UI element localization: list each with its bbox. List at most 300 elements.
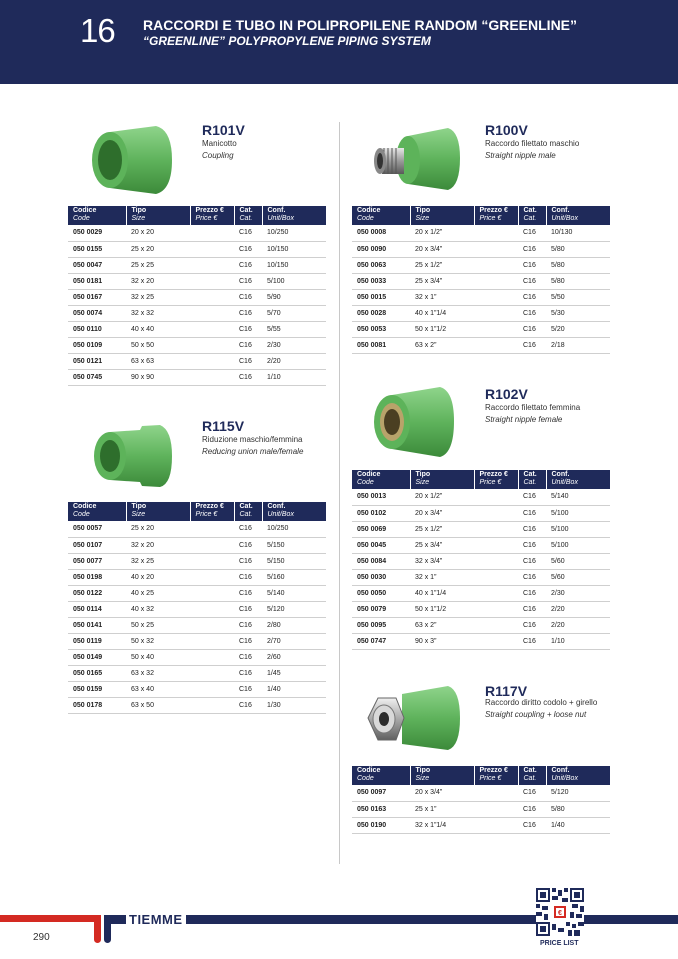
product-size: 50 x 40 xyxy=(126,649,190,665)
product-code: 050 0109 xyxy=(68,337,126,353)
product-size: 90 x 90 xyxy=(126,369,190,385)
product-price xyxy=(190,369,234,385)
column-header-it: Conf. xyxy=(551,471,570,478)
product-name-en-r101v: Coupling xyxy=(202,151,234,160)
product-unit-box: 2/30 xyxy=(262,337,326,353)
product-code: 050 0102 xyxy=(352,505,410,521)
product-price xyxy=(190,585,234,601)
table-row xyxy=(68,601,326,617)
product-category: C16 xyxy=(518,321,546,337)
product-size: 50 x 1”1/2 xyxy=(410,321,474,337)
product-price xyxy=(190,273,234,289)
product-code: 050 0181 xyxy=(68,273,126,289)
product-unit-box: 5/70 xyxy=(262,305,326,321)
column-header-en: Cat. xyxy=(523,775,537,782)
product-size: 50 x 1”1/2 xyxy=(410,601,474,617)
product-price xyxy=(190,289,234,305)
product-unit-box: 2/70 xyxy=(262,633,326,649)
product-price xyxy=(190,617,234,633)
footer-red-bar xyxy=(0,915,100,922)
product-unit-box: 5/30 xyxy=(546,305,610,321)
product-code: 050 0149 xyxy=(68,649,126,665)
product-price xyxy=(474,241,518,257)
product-size: 25 x 25 xyxy=(126,257,190,273)
product-price xyxy=(474,553,518,569)
product-category: C16 xyxy=(518,273,546,289)
product-code: 050 0030 xyxy=(352,569,410,585)
product-code: 050 0028 xyxy=(352,305,410,321)
product-category: C16 xyxy=(518,617,546,633)
product-price xyxy=(190,257,234,273)
table-row xyxy=(352,337,610,353)
product-name-it-r100v: Raccordo filettato maschio xyxy=(485,139,580,148)
product-size: 20 x 3/4” xyxy=(410,785,474,801)
product-price xyxy=(190,337,234,353)
product-unit-box: 1/45 xyxy=(262,665,326,681)
product-size: 25 x 3/4” xyxy=(410,273,474,289)
product-category: C16 xyxy=(234,537,262,553)
table-row xyxy=(352,521,610,537)
table-row xyxy=(68,649,326,665)
product-unit-box: 10/250 xyxy=(262,521,326,537)
product-size: 32 x 1”1/4 xyxy=(410,817,474,833)
product-size: 32 x 25 xyxy=(126,553,190,569)
product-price xyxy=(474,785,518,801)
column-header-code xyxy=(352,766,410,785)
column-header-cat xyxy=(518,206,546,225)
product-unit-box: 5/80 xyxy=(546,257,610,273)
table-row xyxy=(352,489,610,505)
product-unit-box: 5/20 xyxy=(546,321,610,337)
product-price xyxy=(190,321,234,337)
product-category: C16 xyxy=(234,321,262,337)
product-unit-box: 5/60 xyxy=(546,569,610,585)
qr-code-icon[interactable] xyxy=(536,888,584,936)
table-row xyxy=(352,601,610,617)
product-code: 050 0074 xyxy=(68,305,126,321)
product-code: 050 0081 xyxy=(352,337,410,353)
table-r100v xyxy=(352,206,610,354)
product-category: C16 xyxy=(234,553,262,569)
column-header-it: Conf. xyxy=(267,207,286,214)
page-number: 290 xyxy=(33,932,50,943)
product-price xyxy=(474,537,518,553)
footer-navy-hook xyxy=(104,915,111,943)
column-header-en: Unit/Box xyxy=(551,775,578,782)
product-price xyxy=(190,633,234,649)
product-unit-box: 5/120 xyxy=(262,601,326,617)
column-header-en: Size xyxy=(131,215,146,222)
column-header-it: Tipo xyxy=(415,767,431,774)
product-category: C16 xyxy=(518,305,546,321)
product-code: 050 0008 xyxy=(352,225,410,241)
product-size: 90 x 3” xyxy=(410,633,474,649)
product-size: 32 x 32 xyxy=(126,305,190,321)
table-row xyxy=(352,225,610,241)
product-category: C16 xyxy=(234,241,262,257)
column-header-price xyxy=(190,502,234,521)
table-header-row xyxy=(352,470,610,489)
product-size: 20 x 1/2” xyxy=(410,489,474,505)
product-unit-box: 2/20 xyxy=(546,601,610,617)
product-unit-box: 5/140 xyxy=(262,585,326,601)
product-code: 050 0097 xyxy=(352,785,410,801)
product-price xyxy=(190,697,234,713)
column-header-en: Size xyxy=(415,479,430,486)
male-threaded-fitting-icon xyxy=(368,124,462,200)
product-price xyxy=(190,521,234,537)
column-header-it: Prezzo € xyxy=(195,503,224,510)
product-unit-box: 5/80 xyxy=(546,273,610,289)
product-code: 050 0163 xyxy=(352,801,410,817)
product-category: C16 xyxy=(234,617,262,633)
product-size: 63 x 40 xyxy=(126,681,190,697)
product-unit-box: 2/80 xyxy=(262,617,326,633)
product-code: 050 0084 xyxy=(352,553,410,569)
column-header-it: Tipo xyxy=(131,503,147,510)
column-header-en: Unit/Box xyxy=(551,479,578,486)
product-price xyxy=(474,817,518,833)
table-row xyxy=(68,257,326,273)
table-row xyxy=(68,273,326,289)
product-title-r102v: R102V xyxy=(485,386,528,402)
column-header-cat xyxy=(518,470,546,489)
product-price xyxy=(190,601,234,617)
table-row xyxy=(352,305,610,321)
product-price xyxy=(474,337,518,353)
table-row xyxy=(352,537,610,553)
table-row xyxy=(352,801,610,817)
product-category: C16 xyxy=(234,633,262,649)
column-header-it: Tipo xyxy=(415,471,431,478)
table-header-row xyxy=(352,766,610,785)
product-category: C16 xyxy=(518,633,546,649)
product-unit-box: 5/120 xyxy=(546,785,610,801)
product-unit-box: 1/10 xyxy=(262,369,326,385)
product-category: C16 xyxy=(234,569,262,585)
header-title-en: “GREENLINE” POLYPROPYLENE PIPING SYSTEM xyxy=(143,34,431,48)
product-category: C16 xyxy=(518,601,546,617)
product-code: 050 0047 xyxy=(68,257,126,273)
product-code: 050 0119 xyxy=(68,633,126,649)
column-header-code xyxy=(352,206,410,225)
column-header-it: Cat. xyxy=(523,767,537,774)
product-code: 050 0190 xyxy=(352,817,410,833)
column-header-en: Price € xyxy=(479,215,502,222)
column-header-code xyxy=(352,470,410,489)
product-price xyxy=(190,305,234,321)
table-row xyxy=(352,817,610,833)
product-title-r115v: R115V xyxy=(202,418,245,434)
product-unit-box: 2/20 xyxy=(262,353,326,369)
table-row xyxy=(68,537,326,553)
product-code: 050 0114 xyxy=(68,601,126,617)
product-size: 20 x 3/4” xyxy=(410,505,474,521)
column-header-en: Size xyxy=(415,215,430,222)
product-size: 40 x 1”1/4 xyxy=(410,585,474,601)
column-header-it: Prezzo € xyxy=(479,471,508,478)
column-header-it: Prezzo € xyxy=(195,207,224,214)
column-header-it: Conf. xyxy=(551,207,570,214)
product-price xyxy=(474,289,518,305)
column-header-it: Conf. xyxy=(267,503,286,510)
product-unit-box: 5/90 xyxy=(262,289,326,305)
table-r117v xyxy=(352,766,610,834)
column-header-en: Price € xyxy=(195,511,218,518)
table-row xyxy=(352,505,610,521)
product-name-en-r100v: Straight nipple male xyxy=(485,151,556,160)
column-header-en: Code xyxy=(73,215,90,222)
product-code: 050 0110 xyxy=(68,321,126,337)
table-row xyxy=(352,241,610,257)
column-header-box xyxy=(546,206,610,225)
product-size: 40 x 32 xyxy=(126,601,190,617)
product-size: 50 x 25 xyxy=(126,617,190,633)
product-code: 050 0033 xyxy=(352,273,410,289)
product-size: 32 x 1” xyxy=(410,569,474,585)
table-row xyxy=(68,321,326,337)
product-price xyxy=(190,241,234,257)
svg-text:€: € xyxy=(558,907,562,917)
product-size: 40 x 20 xyxy=(126,569,190,585)
product-name-en-r102v: Straight nipple female xyxy=(485,415,563,424)
product-category: C16 xyxy=(234,337,262,353)
product-price xyxy=(474,257,518,273)
product-unit-box: 1/10 xyxy=(546,633,610,649)
product-unit-box: 10/250 xyxy=(262,225,326,241)
column-header-price xyxy=(474,470,518,489)
product-code: 050 0198 xyxy=(68,569,126,585)
product-unit-box: 5/60 xyxy=(546,553,610,569)
column-header-price xyxy=(474,206,518,225)
product-size: 40 x 25 xyxy=(126,585,190,601)
column-header-it: Codice xyxy=(357,767,381,774)
column-header-it: Cat. xyxy=(239,207,253,214)
footer-red-hook xyxy=(94,915,101,943)
product-code: 050 0178 xyxy=(68,697,126,713)
table-row xyxy=(68,569,326,585)
product-price xyxy=(474,569,518,585)
product-unit-box: 5/100 xyxy=(546,537,610,553)
product-size: 20 x 3/4” xyxy=(410,241,474,257)
product-size: 25 x 1/2” xyxy=(410,257,474,273)
product-category: C16 xyxy=(518,225,546,241)
product-size: 25 x 20 xyxy=(126,521,190,537)
product-title-r117v: R117V xyxy=(485,683,528,699)
column-header-size xyxy=(410,470,474,489)
column-header-it: Tipo xyxy=(415,207,431,214)
column-header-size xyxy=(410,766,474,785)
column-header-en: Size xyxy=(131,511,146,518)
table-row xyxy=(352,257,610,273)
column-header-en: Price € xyxy=(195,215,218,222)
column-header-en: Cat. xyxy=(239,511,253,518)
table-row xyxy=(68,353,326,369)
table-row xyxy=(68,665,326,681)
column-header-it: Codice xyxy=(73,207,97,214)
product-code: 050 0053 xyxy=(352,321,410,337)
column-header-price xyxy=(474,766,518,785)
product-category: C16 xyxy=(518,785,546,801)
loose-nut-coupling-icon xyxy=(362,682,462,762)
column-header-it: Codice xyxy=(357,471,381,478)
column-header-cat xyxy=(234,502,262,521)
product-price xyxy=(190,681,234,697)
product-size: 32 x 1” xyxy=(410,289,474,305)
column-header-en: Code xyxy=(357,479,374,486)
product-category: C16 xyxy=(234,273,262,289)
product-category: C16 xyxy=(234,681,262,697)
product-size: 63 x 2” xyxy=(410,617,474,633)
product-code: 050 0050 xyxy=(352,585,410,601)
column-header-en: Code xyxy=(357,215,374,222)
product-category: C16 xyxy=(518,569,546,585)
table-row xyxy=(68,225,326,241)
page-header xyxy=(0,0,678,84)
table-row xyxy=(352,289,610,305)
product-size: 50 x 32 xyxy=(126,633,190,649)
product-price xyxy=(474,521,518,537)
product-size: 20 x 20 xyxy=(126,225,190,241)
product-price xyxy=(190,665,234,681)
column-header-box xyxy=(546,766,610,785)
product-size: 25 x 3/4” xyxy=(410,537,474,553)
product-category: C16 xyxy=(234,225,262,241)
product-category: C16 xyxy=(518,521,546,537)
product-category: C16 xyxy=(234,601,262,617)
table-row xyxy=(352,553,610,569)
product-code: 050 0155 xyxy=(68,241,126,257)
product-price xyxy=(474,801,518,817)
product-unit-box: 1/30 xyxy=(262,697,326,713)
product-name-en-r117v: Straight coupling + loose nut xyxy=(485,710,587,719)
product-category: C16 xyxy=(234,521,262,537)
column-header-cat xyxy=(518,766,546,785)
product-category: C16 xyxy=(234,585,262,601)
product-unit-box: 10/150 xyxy=(262,257,326,273)
product-name-en-r115v: Reducing union male/female xyxy=(202,447,304,456)
column-header-it: Codice xyxy=(73,503,97,510)
product-code: 050 0095 xyxy=(352,617,410,633)
product-price xyxy=(474,273,518,289)
product-price xyxy=(474,585,518,601)
header-title-it: RACCORDI E TUBO IN POLIPROPILENE RANDOM “GREENLINE” xyxy=(143,17,578,33)
column-header-en: Code xyxy=(357,775,374,782)
product-unit-box: 2/60 xyxy=(262,649,326,665)
product-name-it-r117v: Raccordo diritto codolo + girello xyxy=(485,698,598,707)
table-row xyxy=(68,633,326,649)
column-header-cat xyxy=(234,206,262,225)
column-header-en: Price € xyxy=(479,479,502,486)
product-category: C16 xyxy=(234,305,262,321)
product-size: 63 x 63 xyxy=(126,353,190,369)
product-code: 050 0121 xyxy=(68,353,126,369)
section-number: 16 xyxy=(80,12,115,49)
table-row xyxy=(352,321,610,337)
product-price xyxy=(190,649,234,665)
table-row xyxy=(68,337,326,353)
column-divider xyxy=(339,122,340,864)
product-price xyxy=(474,489,518,505)
product-code: 050 0063 xyxy=(352,257,410,273)
product-price xyxy=(474,225,518,241)
product-title-r101v: R101V xyxy=(202,122,245,138)
column-header-en: Unit/Box xyxy=(267,511,294,518)
column-header-en: Unit/Box xyxy=(267,215,294,222)
product-size: 63 x 32 xyxy=(126,665,190,681)
column-header-en: Cat. xyxy=(523,479,537,486)
column-header-it: Cat. xyxy=(523,207,537,214)
product-unit-box: 1/40 xyxy=(546,817,610,833)
column-header-size xyxy=(126,206,190,225)
product-unit-box: 2/30 xyxy=(546,585,610,601)
product-size: 63 x 50 xyxy=(126,697,190,713)
product-code: 050 0029 xyxy=(68,225,126,241)
table-header-row xyxy=(352,206,610,225)
product-code: 050 0079 xyxy=(352,601,410,617)
column-header-size xyxy=(410,206,474,225)
product-size: 32 x 3/4” xyxy=(410,553,474,569)
product-unit-box: 5/150 xyxy=(262,537,326,553)
product-name-it-r101v: Manicotto xyxy=(202,139,237,148)
price-list-label: PRICE LIST xyxy=(540,940,579,947)
product-size: 32 x 25 xyxy=(126,289,190,305)
product-category: C16 xyxy=(518,257,546,273)
product-category: C16 xyxy=(518,505,546,521)
column-header-it: Conf. xyxy=(551,767,570,774)
product-unit-box: 5/100 xyxy=(546,521,610,537)
column-header-en: Unit/Box xyxy=(551,215,578,222)
table-row xyxy=(68,305,326,321)
column-header-en: Code xyxy=(73,511,90,518)
column-header-it: Cat. xyxy=(239,503,253,510)
table-row xyxy=(68,521,326,537)
product-size: 25 x 1/2” xyxy=(410,521,474,537)
column-header-en: Size xyxy=(415,775,430,782)
product-category: C16 xyxy=(518,585,546,601)
column-header-price xyxy=(190,206,234,225)
table-row xyxy=(352,633,610,649)
product-category: C16 xyxy=(518,337,546,353)
product-price xyxy=(190,569,234,585)
product-unit-box: 5/100 xyxy=(546,505,610,521)
product-category: C16 xyxy=(234,353,262,369)
column-header-en: Price € xyxy=(479,775,502,782)
table-row xyxy=(68,617,326,633)
product-size: 32 x 20 xyxy=(126,273,190,289)
table-row xyxy=(68,697,326,713)
table-row xyxy=(352,785,610,801)
product-size: 40 x 40 xyxy=(126,321,190,337)
product-unit-box: 5/55 xyxy=(262,321,326,337)
product-unit-box: 5/140 xyxy=(546,489,610,505)
product-category: C16 xyxy=(518,817,546,833)
product-code: 050 0747 xyxy=(352,633,410,649)
product-size: 20 x 1/2” xyxy=(410,225,474,241)
table-row xyxy=(68,369,326,385)
table-row xyxy=(68,241,326,257)
product-price xyxy=(474,305,518,321)
table-row xyxy=(68,681,326,697)
column-header-en: Cat. xyxy=(239,215,253,222)
product-code: 050 0165 xyxy=(68,665,126,681)
table-row xyxy=(352,585,610,601)
product-size: 32 x 20 xyxy=(126,537,190,553)
column-header-box xyxy=(262,502,326,521)
table-header-row xyxy=(68,502,326,521)
product-code: 050 0090 xyxy=(352,241,410,257)
column-header-code xyxy=(68,502,126,521)
